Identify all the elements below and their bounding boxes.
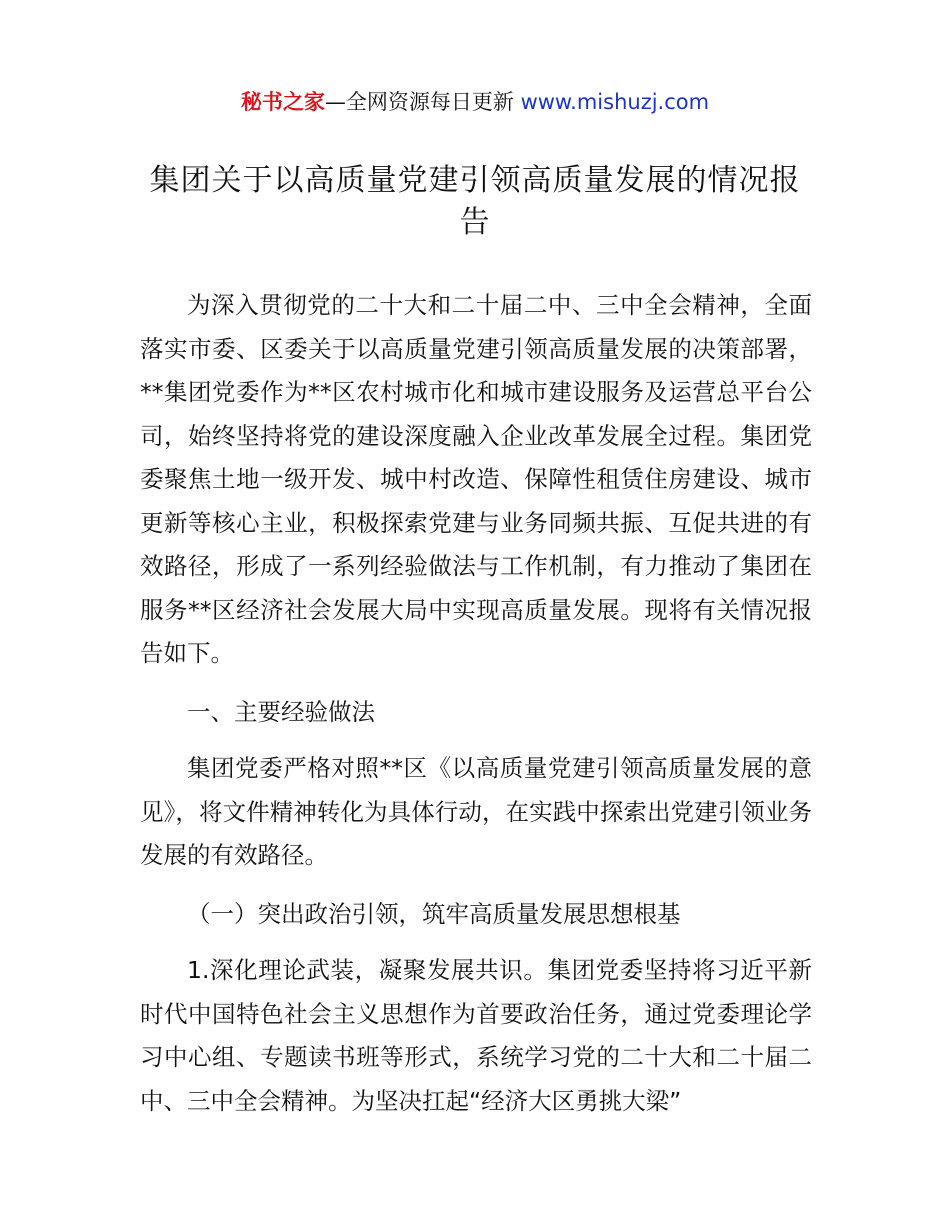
- item-paragraph-1: 1.深化理论武装，凝聚发展共识。集团党委坚持将习近平新时代中国特色社会主义思想作为首要政治任务，通过党委理论学习中心组、专题读书班等形式，系统学习党的二十大和二十届二中、三中全会精神。为坚决扛起“经济大区勇挑大梁”: [140, 956, 812, 1115]
- subsection-heading-1: （一）突出政治引领，筑牢高质量发展思想根基: [187, 899, 681, 928]
- document-body: [140, 284, 812, 1138]
- site-header: [0, 86, 950, 118]
- section-paragraph: 集团党委严格对照**区《以高质量党建引领高质量发展的意见》，将文件精神转化为具体行动，在实践中探索出党建引领业务发展的有效路径。: [140, 754, 812, 869]
- section-heading-1: 一、主要经验做法: [187, 697, 375, 726]
- document-title: 集团关于以高质量党建引领高质量发展的情况报告: [149, 163, 801, 240]
- header-tagline: —全网资源每日更新: [324, 90, 514, 114]
- intro-paragraph: 为深入贯彻党的二十大和二十届二中、三中全会精神，全面落实市委、区委关于以高质量党建引领高质量发展的决策部署，**集团党委作为**区农村城市化和城市建设服务及运营总平台公司，始终坚持将党的建设深度融入企业改革发展全过程。集团党委聚焦土地一级开发、城中村改造、保障性租赁住房建设、城市更新等核心主业，积极探索党建与业务同频共振、互促共进的有效路径，形成了一系列经验做法与工作机制，有力推动了集团在服务**区经济社会发展大局中实现高质量发展。现将有关情况报告如下。: [140, 291, 812, 667]
- brand-name: 秘书之家: [240, 90, 325, 114]
- site-url-link[interactable]: www.mishuzj.com: [520, 90, 710, 114]
